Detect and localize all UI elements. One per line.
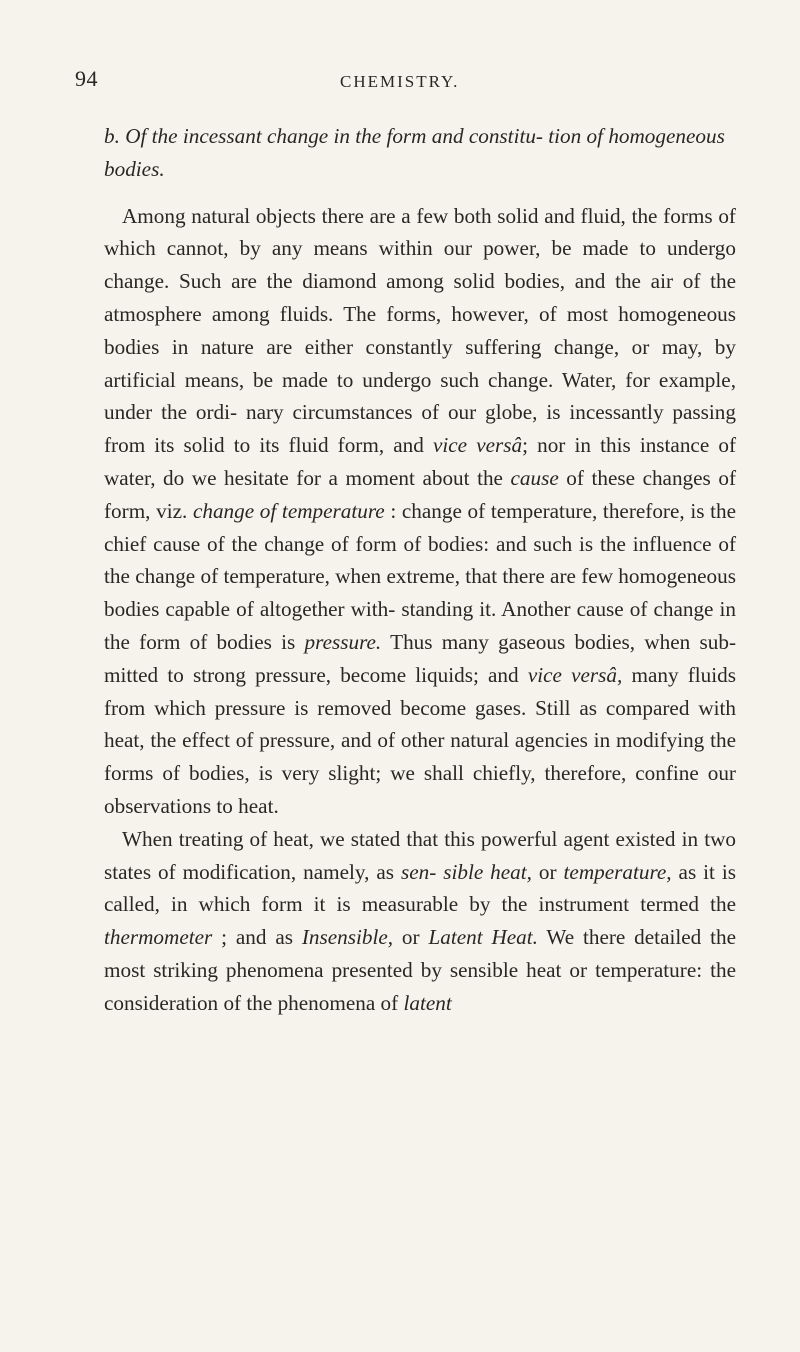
- body-text: [104, 120, 736, 1020]
- emphasis-pressure: pressure.: [304, 629, 382, 654]
- text-run: many fluids from which pressure is removed become gases. Still as compared with heat, the effect of pressure, and of other natural agencies in modifying the forms of bodies, is very slight; we shall chiefly, therefore, confine our observations to heat.: [104, 662, 736, 818]
- emphasis-latent: latent: [403, 990, 452, 1015]
- section-heading: b. Of the incessant change in the form and constitu- tion of homogeneous bodies.: [104, 124, 725, 181]
- emphasis-latent-heat: Latent Heat.: [428, 925, 538, 950]
- emphasis-temperature: temperature,: [563, 859, 672, 884]
- text-run: or: [393, 925, 429, 950]
- paragraph-1: [104, 200, 736, 823]
- emphasis-change-of-temperature: change of temperature: [192, 498, 385, 523]
- emphasis-sensible-heat: sen- sible heat,: [400, 859, 532, 884]
- emphasis-vice-versa: vice versâ: [432, 433, 523, 458]
- text-run: When treating of heat, we stated that this powerful agent existed in two states of modification, namely, as: [104, 826, 736, 884]
- text-run: ; nor in this instance of water, do we hesitate for a moment about the: [104, 433, 737, 490]
- paragraph-2: [104, 823, 736, 1020]
- emphasis-cause: cause: [510, 465, 559, 490]
- text-run: or: [531, 859, 564, 884]
- running-title: CHEMISTRY.: [340, 72, 460, 91]
- emphasis-insensible: Insensible,: [301, 925, 394, 950]
- text-run: Among natural objects there are a few both solid and fluid, the forms of which cannot, by any means within our power, be made to undergo change. Such are the diamond among solid bodies, and the air of the atmosphere among fluids. The forms, however, of most homogeneous bodies in nature are either constantly suffering change, or may, by artificial means, be made to undergo such change. Water, for example, under the ordi- nary circumstances of our globe, is incessantly passing from its solid to its fluid form, and: [104, 203, 736, 458]
- text-run: as it is called, in which form it is measurable by the instrument termed the: [104, 859, 737, 917]
- running-head: [0, 66, 800, 96]
- emphasis-thermometer: thermometer: [104, 925, 213, 950]
- text-run: : change of temperature, therefore, is the chief cause of the change of form of bodies: and such is the influence of the change of temperature, when extreme, that there are few homogeneous bodies capable of altogether with- standing it. Another cause of change in the form of bodies is: [104, 498, 736, 654]
- text-run: Thus many gaseous bodies, when sub- mitted to strong pressure, become liquids; and: [104, 629, 737, 687]
- page-number: 94: [75, 66, 98, 91]
- text-run: of these changes of form, viz.: [104, 465, 736, 523]
- emphasis-vice-versa-2: vice versâ,: [527, 662, 623, 687]
- text-run: We there detailed the most striking phenomena presented by sensible heat or temperature: the consideration of the phenomena of: [104, 925, 736, 1015]
- text-run: ; and as: [212, 925, 302, 950]
